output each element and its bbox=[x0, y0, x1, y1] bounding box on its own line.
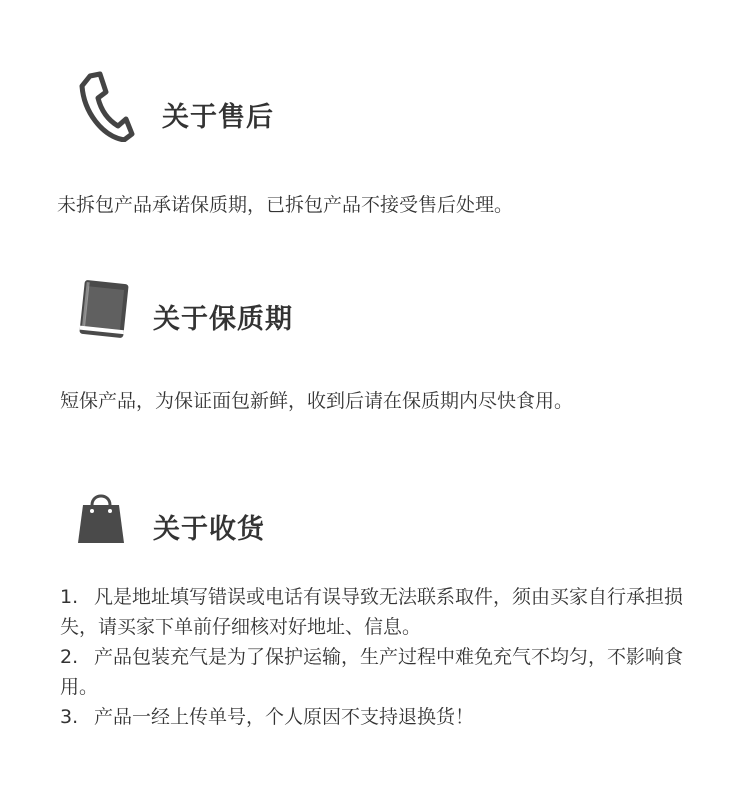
shopping-bag-icon bbox=[76, 487, 126, 545]
receiving-notes-list bbox=[60, 582, 700, 732]
section-title-receiving: 关于收货 bbox=[153, 514, 265, 545]
section-title-shelf-life: 关于保质期 bbox=[153, 304, 293, 335]
list-item-number: 3. bbox=[60, 706, 79, 728]
section-title-after-sales: 关于售后 bbox=[162, 102, 274, 133]
after-sales-text: 未拆包产品承诺保质期，已拆包产品不接受售后处理。 bbox=[57, 194, 514, 216]
list-item-text: 凡是地址填写错误或电话有误导致无法联系取件，须由买家自行承担损失，请买家下单前仔细核对好地址、信息。 bbox=[60, 586, 684, 638]
list-item bbox=[60, 702, 700, 732]
list-item-text: 产品包装充气是为了保护运输，生产过程中难免充气不均匀，不影响食用。 bbox=[60, 646, 684, 698]
notebook-icon bbox=[76, 278, 132, 340]
list-item bbox=[60, 642, 700, 702]
phone-icon bbox=[76, 70, 136, 142]
list-item-text: 产品一经上传单号，个人原因不支持退换货！ bbox=[94, 706, 475, 728]
list-item bbox=[60, 582, 700, 642]
shelf-life-text: 短保产品，为保证面包新鲜，收到后请在保质期内尽快食用。 bbox=[60, 390, 574, 412]
list-item-number: 1. bbox=[60, 586, 79, 608]
list-item-number: 2. bbox=[60, 646, 79, 668]
